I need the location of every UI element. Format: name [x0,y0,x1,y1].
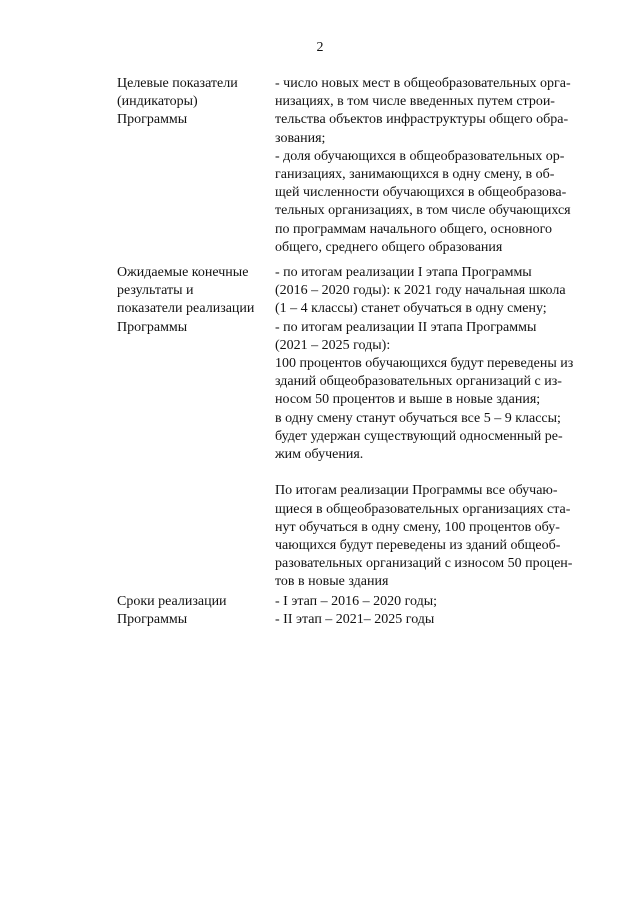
label-line: Программы [117,612,188,628]
summary-line: чающихся будут переведены из зданий общеоб- [275,538,561,554]
summary-line: По итогам реализации Программы все обучаю- [275,483,558,499]
content-line: зданий общеобразовательных организаций с из- [275,374,562,390]
content-line: низациях, в том числе введенных путем строи- [275,94,555,110]
label-line: (индикаторы) [117,94,198,110]
section-label [117,593,277,629]
label-line: Ожидаемые конечные [117,265,249,280]
content-line: - доля обучающихся в общеобразовательных ор- [275,148,565,164]
summary-line: тов в новые здания [275,574,389,590]
content-line: - I этап – 2016 – 2020 годы; [275,594,438,609]
content-line: по программам начального общего, основного [275,221,552,237]
content-line: - по итогам реализации II этапа Программы [275,319,537,335]
content-line: тельных организациях, в том числе обучающихся [275,203,571,219]
label-line: Программы [117,319,188,335]
content-line: - II этап – 2021– 2025 годы [275,612,435,628]
content-line: в одну смену станут обучаться все 5 – 9 классы; [275,410,561,426]
summary-line: щиеся в общеобразовательных организациях ста- [275,501,571,517]
content-line: жим обучения. [275,447,364,463]
label-line: результаты и [117,283,194,299]
content-line: зования; [275,130,326,146]
content-line: (1 – 4 классы) станет обучаться в одну смену; [275,301,547,317]
content-line: (2021 – 2025 годы): [275,337,391,353]
content-line: тельства объектов инфраструктуры общего обра- [275,112,569,128]
summary-line: нут обучаться в одну смену, 100 процентов обу- [275,519,560,535]
content-line: общего, среднего общего образования [275,239,503,255]
section-content [275,264,620,592]
label-line: показатели реализации [117,301,255,317]
content-line: щей численности обучающихся в общеобразова- [275,185,567,201]
content-line: ганизациях, занимающихся в одну смену, в об- [275,167,555,183]
page-number: 2 [316,40,324,55]
section-label [117,264,277,337]
section-content [275,593,620,629]
content-line: 100 процентов обучающихся будут переведены из [275,356,574,372]
paragraph-gap [275,464,620,482]
section-content [275,75,620,257]
label-line: Целевые показатели [117,76,238,91]
content-line: - число новых мест в общеобразовательных орга- [275,76,571,91]
section-label [117,75,277,130]
content-line: - по итогам реализации I этапа Программы [275,265,532,280]
label-line: Сроки реализации [117,594,227,609]
label-line: Программы [117,112,188,128]
summary-line: разовательных организаций с износом 50 процен- [275,556,573,572]
content-line: будет удержан существующий односменный ре- [275,428,563,444]
content-line: носом 50 процентов и выше в новые здания; [275,392,541,408]
content-line: (2016 – 2020 годы): к 2021 году начальная школа [275,283,566,299]
